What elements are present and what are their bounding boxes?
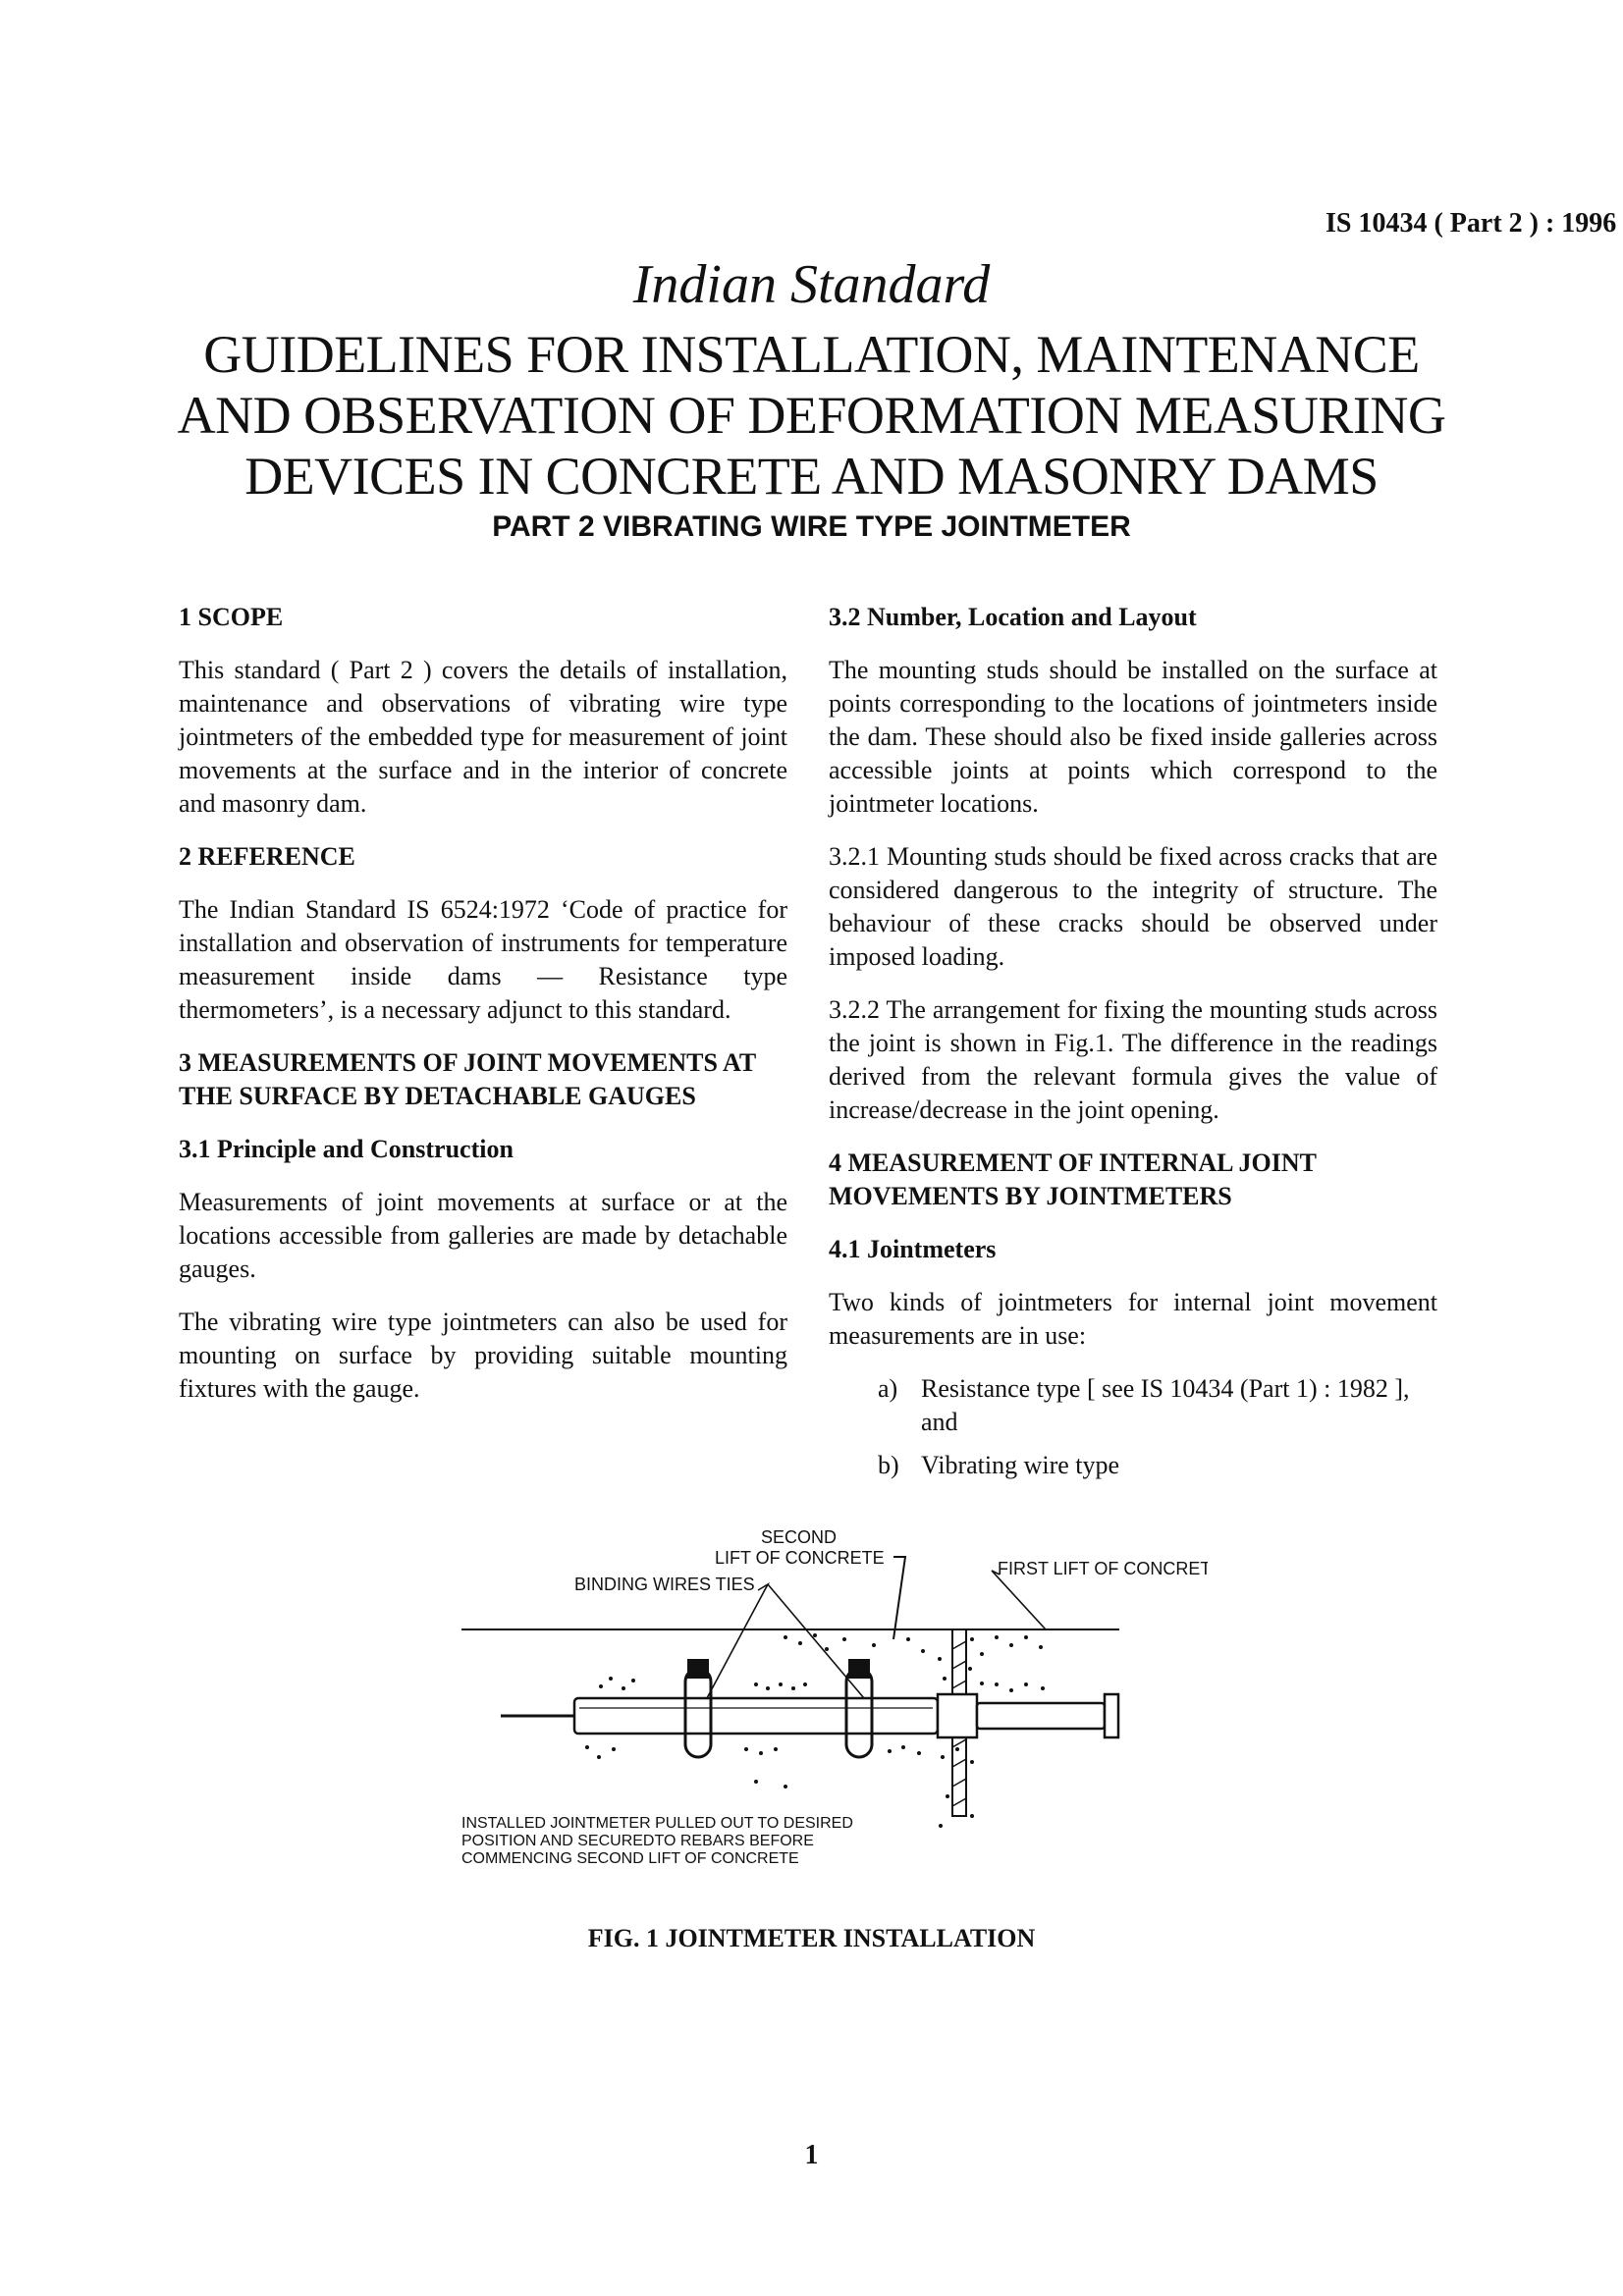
document-title [0, 324, 1623, 507]
list-item-text: Vibrating wire type [921, 1451, 1120, 1479]
list-item-text: Resistance type [ see IS 10434 (Part 1) : 1982 ], and [921, 1374, 1410, 1436]
section-3-1-text-2: The vibrating wire type jointmeters can also be used for mounting on surface by providing suitable mounting fixtures with the gauge. [179, 1308, 787, 1403]
section-3-2-heading: 3.2 Number, Location and Layout [829, 603, 1197, 631]
section-2-text: The Indian Standard IS 6524:1972 ‘Code of practice for installation and observation of instruments for temperature measurement inside dams — Resistance type thermometers’, is a necessary adjunct to this standard. [179, 895, 787, 1024]
section-4-heading: 4 MEASUREMENT OF INTERNAL JOINT MOVEMENTS BY JOINTMETERS [829, 1148, 1317, 1210]
list-item-b [829, 1449, 1437, 1482]
tie-clamp-2 [848, 1659, 870, 1679]
jointmeter-socket [938, 1694, 977, 1737]
figure-caption: FIG. 1 JOINTMETER INSTALLATION [587, 1924, 1036, 1952]
left-column [179, 601, 787, 1425]
title-line-3: DEVICES IN CONCRETE AND MASONRY DAMS [244, 447, 1379, 506]
jointmeter-tube [574, 1698, 938, 1734]
jointmeter-end-flange [1105, 1694, 1118, 1737]
section-4-1-text: Two kinds of jointmeters for internal joint movement measurements are in use: [829, 1288, 1437, 1350]
jointmeter-installation-diagram [461, 1522, 1208, 1895]
list-item-label: a) [878, 1374, 898, 1403]
tie-clamp-1 [687, 1659, 709, 1679]
section-3-2-1-text: 3.2.1 Mounting studs should be fixed across cracks that are considered dangerous to the integrity of structure. The behaviour of these cracks should be observed under imposed loading. [829, 842, 1437, 971]
section-2-heading: 2 REFERENCE [179, 842, 355, 871]
figure-jointmeter-installation [461, 1522, 1208, 1895]
label-second: SECOND [761, 1527, 838, 1547]
label-installed-3: COMMENCING SECOND LIFT OF CONCRETE [461, 1850, 799, 1867]
part-title: PART 2 VIBRATING WIRE TYPE JOINTMETER [492, 510, 1131, 543]
leader-second-lift [893, 1557, 905, 1639]
list-item-a [829, 1372, 1437, 1439]
section-3-1-heading: 3.1 Principle and Construction [179, 1135, 514, 1163]
section-3-2-text: The mounting studs should be installed on the surface at points corresponding to the locations of jointmeters inside the dam. These should also be fixed inside galleries across accessible joints at points which correspond to the jointmeter locations. [829, 656, 1437, 818]
title-line-2: AND OBSERVATION OF DEFORMATION MEASURING [177, 386, 1446, 445]
section-4-1-heading: 4.1 Jointmeters [829, 1235, 997, 1263]
section-1-heading: 1 SCOPE [179, 603, 284, 631]
label-first-lift: FIRST LIFT OF CONCRETE [998, 1559, 1208, 1578]
section-1-text: This standard ( Part 2 ) covers the details of installation, maintenance and observations of vibrating wire type jointmeters of the embedded type for measurement of joint movements at the surface and in the interior of concrete and masonry dam. [179, 656, 787, 818]
leader-ties [768, 1584, 864, 1698]
label-binding-wires: BINDING WIRES TIES [574, 1575, 755, 1594]
leader-first-lift [992, 1571, 1046, 1629]
section-3-1-text-1: Measurements of joint movements at surface or at the locations accessible from galleries are made by detachable gauges. [179, 1188, 787, 1283]
label-second-lift: LIFT OF CONCRETE [715, 1548, 885, 1568]
list-item-label: b) [878, 1451, 899, 1479]
title-line-1: GUIDELINES FOR INSTALLATION, MAINTENANCE [203, 325, 1420, 384]
section-3-heading: 3 MEASUREMENTS OF JOINT MOVEMENTS AT THE SURFACE BY DETACHABLE GAUGES [179, 1048, 756, 1110]
page-number: 1 [804, 2140, 819, 2170]
section-3-2-2-text: 3.2.2 The arrangement for fixing the mounting studs across the joint is shown in Fig.1. The difference in the readings derived from the relevant formula gives the value of increase/decrease in the joint opening. [829, 995, 1437, 1124]
leader-binding-wires [707, 1584, 768, 1698]
label-installed-1: INSTALLED JOINTMETER PULLED OUT TO DESIRED [461, 1815, 853, 1832]
right-column [829, 601, 1437, 1492]
label-installed-2: POSITION AND SECUREDTO REBARS BEFORE [461, 1833, 814, 1849]
indian-standard-heading: Indian Standard [632, 254, 991, 315]
standard-number: IS 10434 ( Part 2 ) : 1996 [1325, 208, 1617, 239]
jointmeter-rod [977, 1703, 1105, 1729]
